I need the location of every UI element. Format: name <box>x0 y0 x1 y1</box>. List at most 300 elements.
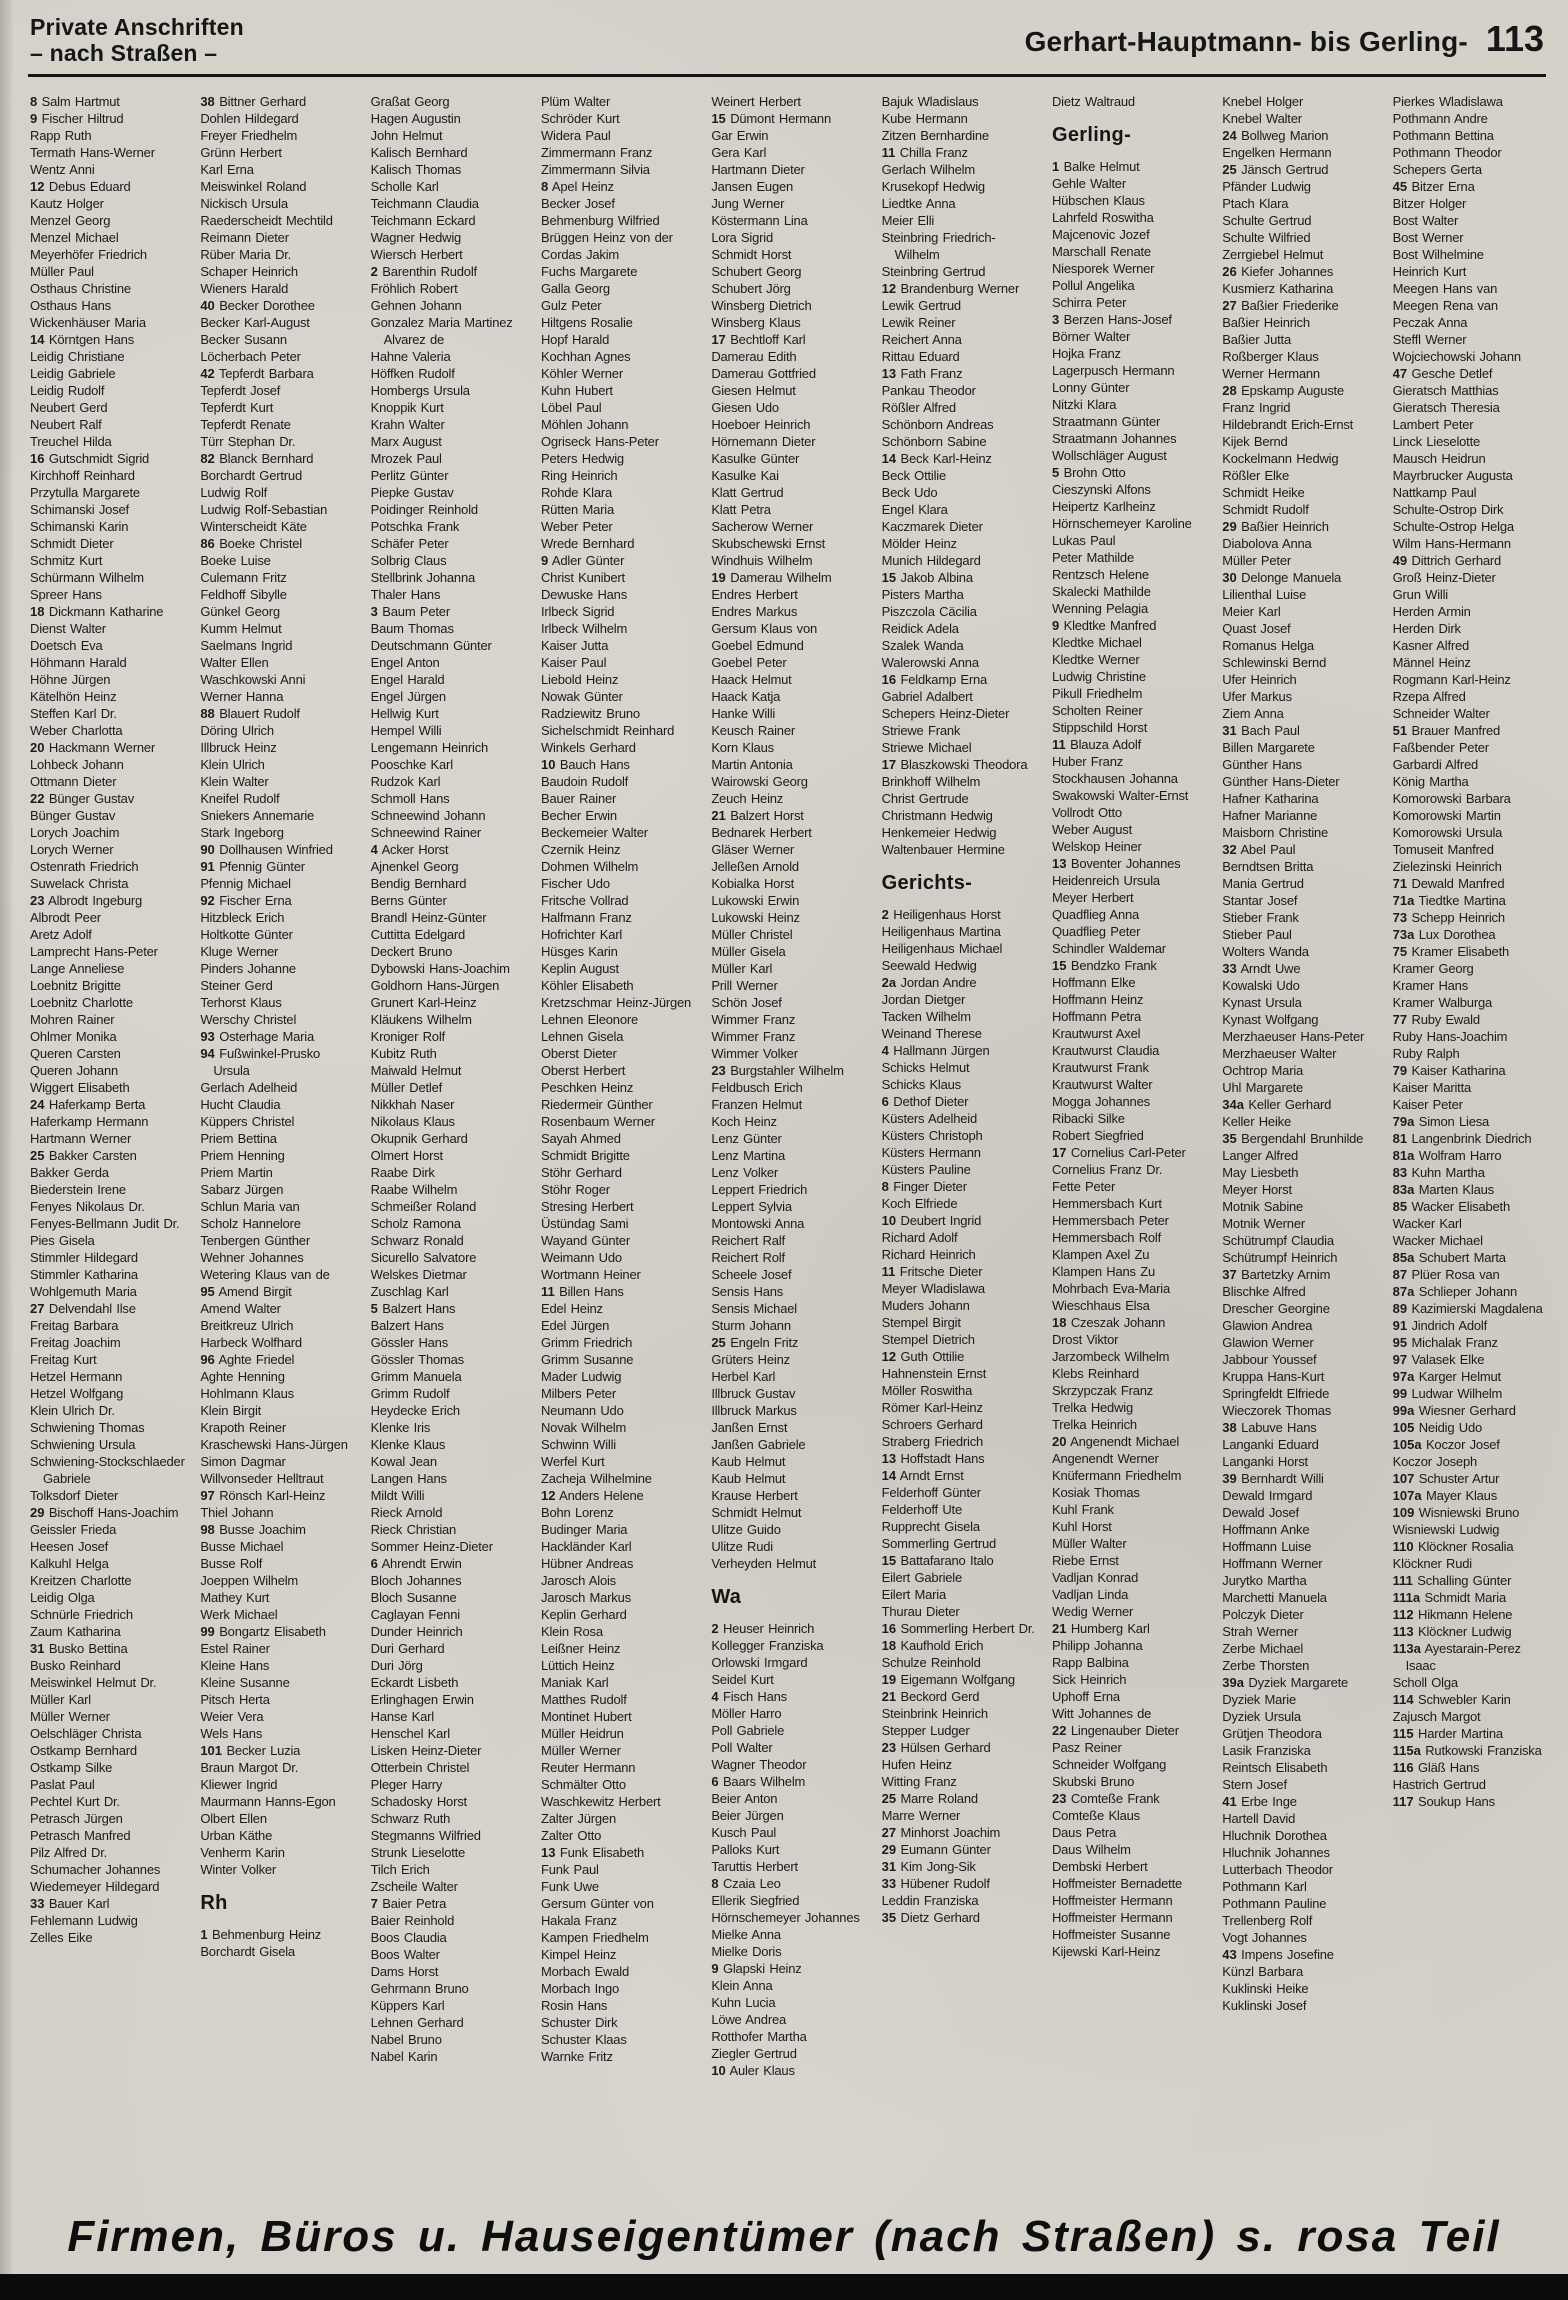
directory-entry: Kubitz Ruth <box>370 1046 437 1061</box>
directory-entry: Motnik Sabine <box>1222 1199 1304 1214</box>
directory-entry: Lisken Heinz-Dieter <box>370 1743 482 1758</box>
directory-entry: Ribacki Silke <box>1051 1111 1125 1126</box>
house-number: 13 <box>881 366 897 381</box>
directory-entry: 88 Blauert Rudolf <box>200 706 300 721</box>
directory-entry: Montowski Anna <box>711 1216 805 1231</box>
house-number: 33 <box>30 1896 45 1911</box>
house-number: 99 <box>1392 1386 1408 1401</box>
directory-entry: Kusch Paul <box>711 1825 777 1840</box>
house-number: 9 <box>30 111 38 126</box>
directory-entry: Huber Franz <box>1051 754 1124 769</box>
directory-entry: Franz Ingrid <box>1222 400 1291 415</box>
directory-entry: Klein Anna <box>711 1978 773 1993</box>
directory-entry: 9 Glapski Heinz <box>711 1961 802 1976</box>
directory-entry: Meegen Hans van <box>1392 281 1498 296</box>
directory-entry: Ruby Hans-Joachim <box>1392 1029 1508 1044</box>
directory-entry: Glawion Werner <box>1222 1335 1314 1350</box>
directory-entry: 31 Bach Paul <box>1222 723 1300 738</box>
directory-entry: Cordas Jakim <box>540 247 620 262</box>
directory-entry: Drost Viktor <box>1051 1332 1119 1347</box>
directory-entry: Zerrgiebel Helmut <box>1222 247 1324 262</box>
directory-entry: Bitzer Holger <box>1392 196 1467 211</box>
directory-entry: Schwinn Willi <box>540 1437 616 1452</box>
house-number: 35 <box>1222 1131 1237 1146</box>
directory-entry: Winterscheidt Käte <box>200 519 307 534</box>
directory-entry: 12 Brandenburg Werner <box>881 281 1020 296</box>
directory-entry: 9 Kledtke Manfred <box>1051 618 1157 633</box>
directory-entry: Reuter Hermann <box>540 1760 636 1775</box>
directory-entry: Weber Peter <box>540 519 613 534</box>
directory-entry: 16 Feldkamp Erna <box>881 672 988 687</box>
directory-entry: Orlowski Irmgard <box>711 1655 808 1670</box>
house-number: 77 <box>1392 1012 1408 1027</box>
directory-entry: Stempel Dietrich <box>881 1332 975 1347</box>
directory-entry: Stippschild Horst <box>1051 720 1148 735</box>
directory-entry: Welskop Heiner <box>1051 839 1142 854</box>
house-number: 2a <box>881 975 897 990</box>
directory-entry: Liedtke Anna <box>881 196 956 211</box>
directory-entry: Klöckner Rudi <box>1392 1556 1472 1571</box>
directory-entry: 86 Boeke Christel <box>200 536 302 551</box>
directory-entry: Vollrodt Otto <box>1051 805 1122 820</box>
directory-entry: Klein Walter <box>200 774 269 789</box>
directory-entry: Langanki Eduard <box>1222 1437 1319 1452</box>
house-number: 97a <box>1392 1369 1415 1384</box>
directory-entry: Pothmann Bettina <box>1392 128 1494 143</box>
directory-entry: Wollschläger August <box>1051 448 1167 463</box>
directory-entry: Nattkamp Paul <box>1392 485 1477 500</box>
directory-entry: Suwelack Christa <box>30 876 129 891</box>
directory-entry: 13 Fath Franz <box>881 366 963 381</box>
directory-entry: Martin Antonia <box>711 757 793 772</box>
directory-entry: Poll Walter <box>711 1740 773 1755</box>
directory-entry: 14 Arndt Ernst <box>881 1468 964 1483</box>
directory-entry: Kockelmann Hedwig <box>1222 451 1339 466</box>
directory-entry: Wohlgemuth Maria <box>30 1284 137 1299</box>
directory-entry: Ziegler Gertrud <box>711 2046 797 2061</box>
directory-entry: Potschka Frank <box>370 519 460 534</box>
directory-entry: Krautwurst Frank <box>1051 1060 1149 1075</box>
house-number: 95 <box>1392 1335 1408 1350</box>
directory-entry: Pfänder Ludwig <box>1222 179 1311 194</box>
directory-entry: Pleger Harry <box>370 1777 443 1792</box>
directory-entry: Galla Georg <box>540 281 610 296</box>
house-number: 33 <box>1222 961 1237 976</box>
directory-entry: Boos Walter <box>370 1947 440 1962</box>
house-number: 29 <box>30 1505 45 1520</box>
house-number: 95 <box>200 1284 215 1299</box>
house-number: 109 <box>1392 1505 1415 1520</box>
house-number: 115a <box>1392 1743 1421 1758</box>
directory-entry: 35 Bergendahl Brunhilde <box>1222 1131 1364 1146</box>
directory-entry: Taruttis Herbert <box>711 1859 798 1874</box>
directory-entry: Richard Adolf <box>881 1230 958 1245</box>
house-number: 83a <box>1392 1182 1415 1197</box>
directory-entry: Kläukens Wilhelm <box>370 1012 472 1027</box>
directory-entry: Thiel Johann <box>200 1505 274 1520</box>
directory-entry: Müller Karl <box>30 1692 91 1707</box>
directory-entry: Haferkamp Hermann <box>30 1114 149 1129</box>
house-number: 3 <box>370 604 378 619</box>
directory-entry: Winter Volker <box>200 1862 277 1877</box>
directory-entry: 71a Tiedtke Martina <box>1392 893 1506 908</box>
directory-entry: Motnik Werner <box>1222 1216 1305 1231</box>
house-number: 71a <box>1392 893 1415 908</box>
directory-entry: Lukowski Erwin <box>711 893 800 908</box>
house-number: 115 <box>1392 1726 1414 1741</box>
directory-entry: Gersum Günter von <box>540 1896 654 1911</box>
directory-entry: Komorowski Barbara <box>1392 791 1511 806</box>
directory-entry: Thurau Dieter <box>881 1604 960 1619</box>
directory-entry: Comteße Klaus <box>1051 1808 1140 1823</box>
directory-entry: Osthaus Hans <box>30 298 111 313</box>
directory-entry: Klenke Klaus <box>370 1437 446 1452</box>
directory-entry: Heipertz Karlheinz <box>1051 499 1156 514</box>
directory-entry: 3 Berzen Hans-Josef <box>1051 312 1172 327</box>
directory-entry: Engel Jürgen <box>370 689 446 704</box>
house-number: 111a <box>1392 1590 1421 1605</box>
directory-entry: Leidig Christiane <box>30 349 125 364</box>
directory-entry: 27 Baßier Friederike <box>1222 298 1339 313</box>
directory-entry: Damerau Gottfried <box>711 366 816 381</box>
directory-entry: Weber August <box>1051 822 1132 837</box>
directory-entry: Weinand Therese <box>881 1026 982 1041</box>
directory-entry: Sommerling Gertrud <box>881 1536 997 1551</box>
directory-entry: Busse Rolf <box>200 1556 263 1571</box>
house-number: 51 <box>1392 723 1408 738</box>
directory-entry: Schicks Klaus <box>881 1077 961 1092</box>
directory-entry: Müller Walter <box>1051 1536 1127 1551</box>
directory-entry: Kreitzen Charlotte <box>30 1573 132 1588</box>
directory-entry: 31 Kim Jong-Sik <box>881 1859 976 1874</box>
house-number: 88 <box>200 706 215 721</box>
house-number: 8 <box>881 1179 889 1194</box>
directory-entry: 25 Jänsch Gertrud <box>1222 162 1329 177</box>
directory-entry: Blischke Alfred <box>1222 1284 1306 1299</box>
directory-entry: Irlbeck Wilhelm <box>540 621 628 636</box>
directory-entry: Priem Henning <box>200 1148 285 1163</box>
house-number: 40 <box>200 298 215 313</box>
directory-entry: Bost Walter <box>1392 213 1459 228</box>
directory-entry: 23 Hülsen Gerhard <box>881 1740 991 1755</box>
directory-entry: 17 Blaszkowski Theodora <box>881 757 1028 772</box>
directory-entry: Hohlmann Klaus <box>200 1386 294 1401</box>
directory-entry: 22 Bünger Gustav <box>30 791 134 806</box>
directory-entry: 14 Körntgen Hans <box>30 332 135 347</box>
directory-entry: Kaiser Maritta <box>1392 1080 1472 1095</box>
directory-entry: Kosiak Thomas <box>1051 1485 1140 1500</box>
directory-entry: Widera Paul <box>540 128 611 143</box>
directory-entry: Maiwald Helmut <box>370 1063 462 1078</box>
directory-entry: Rapp Ruth <box>30 128 92 143</box>
directory-entry: Janßen Ernst <box>711 1420 788 1435</box>
house-number: 25 <box>1222 162 1237 177</box>
directory-entry: 113 Klöckner Ludwig <box>1392 1624 1512 1639</box>
directory-entry: Schuster Dirk <box>540 2015 618 2030</box>
directory-entry: Scholten Reiner <box>1051 703 1143 718</box>
directory-entry: Wimmer Franz <box>711 1012 796 1027</box>
directory-entry: 15 Dümont Hermann <box>711 111 831 126</box>
directory-entry: Albrodt Peer <box>30 910 101 925</box>
house-number: 101 <box>200 1743 223 1758</box>
directory-entry: Seidel Kurt <box>711 1672 774 1687</box>
directory-entry: Reimann Dieter <box>200 230 289 245</box>
house-number: 41 <box>1222 1794 1237 1809</box>
directory-entry: Heinrich Kurt <box>1392 264 1467 279</box>
directory-entry: Mader Ludwig <box>540 1369 622 1384</box>
directory-entry: Garbardi Alfred <box>1392 757 1479 772</box>
directory-entry: Müller Peter <box>1222 553 1291 568</box>
directory-entry: Gulz Peter <box>540 298 602 313</box>
house-number: 31 <box>1222 723 1237 738</box>
directory-entry: Hörnemann Dieter <box>711 434 816 449</box>
directory-column <box>371 93 526 2193</box>
directory-entry: Steinbrink Heinrich <box>881 1706 988 1721</box>
directory-entry: 82 Blanck Bernhard <box>200 451 314 466</box>
house-number: 15 <box>881 570 897 585</box>
directory-entry: Nitzki Klara <box>1051 397 1117 412</box>
directory-entry: Grüters Heinz <box>711 1352 790 1367</box>
house-number: 29 <box>881 1842 897 1857</box>
directory-entry: 97 Rönsch Karl-Heinz <box>200 1488 326 1503</box>
house-number: 10 <box>881 1213 897 1228</box>
directory-entry: Klein Rosa <box>540 1624 603 1639</box>
house-number: 21 <box>711 808 726 823</box>
directory-entry: Tomuseit Manfred <box>1392 842 1494 857</box>
directory-column <box>711 93 866 2193</box>
directory-entry: Culemann Fritz <box>200 570 287 585</box>
directory-entry: Wacker Karl <box>1392 1216 1462 1231</box>
directory-entry: Becker Karl-August <box>200 315 310 330</box>
directory-entry: Marx August <box>370 434 442 449</box>
directory-entry: Börner Walter <box>1051 329 1131 344</box>
directory-entry: Ochtrop Maria <box>1222 1063 1304 1078</box>
house-number: 112 <box>1392 1607 1414 1622</box>
directory-entry: 18 Kaufhold Erich <box>881 1638 984 1653</box>
directory-entry: Mogga Johannes <box>1051 1094 1150 1109</box>
directory-entry: Schmoll Hans <box>370 791 450 806</box>
directory-entry: 43 Impens Josefine <box>1222 1947 1334 1962</box>
directory-entry: 26 Kiefer Johannes <box>1222 264 1334 279</box>
directory-entry: Hellwig Kurt <box>370 706 439 721</box>
house-number: 4 <box>711 1689 719 1704</box>
directory-entry: 5 Balzert Hans <box>370 1301 456 1316</box>
directory-entry: Franzen Helmut <box>711 1097 802 1112</box>
directory-entry: Kuhl Frank <box>1051 1502 1114 1517</box>
house-number: 12 <box>881 281 897 296</box>
directory-entry: Pechtel Kurt Dr. <box>30 1794 120 1809</box>
directory-entry: Schulte-Ostrop Dirk <box>1392 502 1504 517</box>
house-number: 31 <box>881 1859 897 1874</box>
directory-entry: Busko Reinhard <box>30 1658 121 1673</box>
directory-entry: Schröder Kurt <box>540 111 620 126</box>
house-number: 39a <box>1222 1675 1244 1690</box>
directory-entry: Swakowski Walter-Ernst <box>1051 788 1189 803</box>
directory-entry: Quadflieg Anna <box>1051 907 1140 922</box>
directory-entry: Küsters Pauline <box>881 1162 971 1177</box>
directory-entry: Bauer Rainer <box>540 791 617 806</box>
directory-entry: Schubert Jörg <box>711 281 791 296</box>
directory-entry: Leidig Olga <box>30 1590 95 1605</box>
directory-entry: Tepferdt Kurt <box>200 400 274 415</box>
directory-entry: Hoffmann Elke <box>1051 975 1136 990</box>
directory-entry: Kuklinski Heike <box>1222 1981 1309 1996</box>
directory-entry: Riedermeir Günther <box>540 1097 653 1112</box>
directory-column <box>1222 93 1377 2193</box>
directory-entry: Neumann Udo <box>540 1403 624 1418</box>
directory-entry: Duri Gerhard <box>370 1641 445 1656</box>
directory-entry: Oberst Herbert <box>540 1063 626 1078</box>
directory-entry: Daus Petra <box>1051 1825 1117 1840</box>
directory-entry: Komorowski Martin <box>1392 808 1501 823</box>
directory-entry: Bost Wilhelmine <box>1392 247 1484 262</box>
directory-entry: Sensis Hans <box>711 1284 784 1299</box>
house-number: 39 <box>1222 1471 1237 1486</box>
directory-entry: Zelles Eike <box>30 1930 93 1945</box>
directory-entry: Üstündag Sami <box>540 1216 629 1231</box>
directory-entry: Vogt Johannes <box>1222 1930 1307 1945</box>
directory-entry: Stöhr Roger <box>540 1182 610 1197</box>
directory-entry: Langer Alfred <box>1222 1148 1299 1163</box>
directory-entry: 4 Hallmann Jürgen <box>881 1043 990 1058</box>
directory-entry: Mildt Willi <box>370 1488 425 1503</box>
directory-entry: Pitsch Herta <box>200 1692 270 1707</box>
directory-entry: Ellerik Siegfried <box>711 1893 800 1908</box>
directory-entry: Sabarz Jürgen <box>200 1182 284 1197</box>
directory-entry: Grimm Manuela <box>370 1369 462 1384</box>
directory-entry: Pilz Alfred Dr. <box>30 1845 108 1860</box>
directory-entry: Pollul Angelika <box>1051 278 1135 293</box>
house-number: 25 <box>881 1791 897 1806</box>
directory-entry: Kautz Holger <box>30 196 104 211</box>
directory-entry: Borchardt Gisela <box>200 1944 295 1959</box>
house-number: 11 <box>540 1284 555 1299</box>
directory-entry: Klein Birgit <box>200 1403 262 1418</box>
directory-entry: Marchetti Manuela <box>1222 1590 1327 1605</box>
directory-entry: Estel Rainer <box>200 1641 270 1656</box>
house-number: 32 <box>1222 842 1237 857</box>
directory-entry: Lehnen Gerhard <box>370 2015 464 2030</box>
directory-entry: Hemmersbach Peter <box>1051 1213 1169 1228</box>
directory-entry: Kampen Friedhelm <box>540 1930 649 1945</box>
directory-entry: Werschy Christel <box>200 1012 297 1027</box>
directory-entry: Krause Herbert <box>711 1488 798 1503</box>
house-number: 38 <box>1222 1420 1237 1435</box>
directory-entry: Nikolaus Klaus <box>370 1114 455 1129</box>
directory-entry: Hoffmann Petra <box>1051 1009 1141 1024</box>
directory-entry: Küsters Hermann <box>881 1145 981 1160</box>
directory-entry: Kuhn Lucia <box>711 1995 776 2010</box>
directory-entry: 21 Humberg Karl <box>1051 1621 1150 1636</box>
directory-entry: Günther Hans-Dieter <box>1222 774 1340 789</box>
directory-entry: Wayand Günter <box>540 1233 630 1248</box>
directory-entry: 6 Baars Wilhelm <box>711 1774 806 1789</box>
directory-entry: Leidig Rudolf <box>30 383 105 398</box>
directory-entry: Gerlach Wilhelm <box>881 162 975 177</box>
directory-entry: 8 Apel Heinz <box>540 179 614 194</box>
directory-entry: Leidig Gabriele <box>30 366 116 381</box>
directory-entry: Meyer Herbert <box>1051 890 1134 905</box>
directory-entry: 21 Beckord Gerd <box>881 1689 980 1704</box>
directory-entry: Leddin Franziska <box>881 1893 979 1908</box>
house-number: 26 <box>1222 264 1237 279</box>
directory-entry: Funk Uwe <box>540 1879 599 1894</box>
directory-entry: 45 Bitzer Erna <box>1392 179 1475 194</box>
house-number: 6 <box>881 1094 889 1109</box>
directory-entry: Ziem Anna <box>1222 706 1284 721</box>
directory-entry: Ottmann Dieter <box>30 774 117 789</box>
directory-entry: Dewuske Hans <box>540 587 628 602</box>
directory-entry: Keplin August <box>540 961 619 976</box>
house-number: 27 <box>30 1301 45 1316</box>
directory-entry: Dybowski Hans-Joachim <box>370 961 510 976</box>
house-number: 2 <box>881 907 889 922</box>
directory-entry: Köhler Werner <box>540 366 623 381</box>
directory-entry: Busse Michael <box>200 1539 284 1554</box>
directory-entry: Stimmler Katharina <box>30 1267 138 1282</box>
directory-entry: Römer Karl-Heinz <box>881 1400 983 1415</box>
house-number: 3 <box>1051 312 1060 327</box>
directory-entry: Stöhr Gerhard <box>540 1165 622 1180</box>
directory-entry: Wimmer Franz <box>711 1029 796 1044</box>
directory-entry: Kneifel Rudolf <box>200 791 280 806</box>
house-number: 81 <box>1392 1131 1408 1146</box>
directory-entry: Nabel Karin <box>370 2049 438 2064</box>
directory-entry: Schneewind Johann <box>370 808 486 823</box>
directory-entry: Beier Jürgen <box>711 1808 784 1823</box>
directory-entry: Hastrich Gertrud <box>1392 1777 1486 1792</box>
directory-entry: 27 Delvendahl Ilse <box>30 1301 136 1316</box>
directory-entry: Mausch Heidrun <box>1392 451 1486 466</box>
directory-column <box>1052 93 1207 2193</box>
directory-entry: Weinert Herbert <box>711 94 801 109</box>
directory-entry: Bünger Gustav <box>30 808 116 823</box>
directory-entry: Kollegger Franziska <box>711 1638 824 1653</box>
directory-entry: Goldhorn Hans-Jürgen <box>370 978 500 993</box>
directory-entry: 40 Becker Dorothee <box>200 298 315 313</box>
directory-entry: Meiswinkel Roland <box>200 179 307 194</box>
directory-entry: Solbrig Claus <box>370 553 447 568</box>
directory-column <box>882 93 1037 2193</box>
directory-entry: 6 Dethof Dieter <box>881 1094 969 1109</box>
directory-entry: Klebs Reinhard <box>1051 1366 1140 1381</box>
directory-entry: Piszczola Cäcilia <box>881 604 977 619</box>
directory-entry: Diabolova Anna <box>1222 536 1312 551</box>
house-number: 33 <box>881 1876 897 1891</box>
directory-entry: Kowal Jean <box>370 1454 437 1469</box>
directory-entry: 89 Kazimierski Magdalena <box>1392 1301 1543 1316</box>
directory-entry: Sick Heinrich <box>1051 1672 1127 1687</box>
directory-column <box>1393 93 1548 2193</box>
directory-entry: Gonzalez Maria Martinez Alvarez de <box>370 315 513 347</box>
directory-entry: Christ Kunibert <box>540 570 625 585</box>
directory-entry: Krapoth Reiner <box>200 1420 286 1435</box>
house-number: 91 <box>1392 1318 1408 1333</box>
directory-entry: Trelka Hedwig <box>1051 1400 1133 1415</box>
directory-entry: Wetering Klaus van de <box>200 1267 330 1282</box>
directory-entry: 11 Blauza Adolf <box>1051 737 1142 752</box>
directory-entry: Grimm Friedrich <box>540 1335 633 1350</box>
directory-entry: Rüber Maria Dr. <box>200 247 292 262</box>
house-number: 91 <box>200 859 215 874</box>
directory-entry: Lewik Gertrud <box>881 298 961 313</box>
directory-entry: Biederstein Irene <box>30 1182 126 1197</box>
house-number: 79a <box>1392 1114 1415 1129</box>
directory-entry: Robert Siegfried <box>1051 1128 1144 1143</box>
house-number: 21 <box>1051 1621 1067 1636</box>
directory-entry: Thaler Hans <box>370 587 441 602</box>
directory-entry: Meegen Rena van <box>1392 298 1498 313</box>
